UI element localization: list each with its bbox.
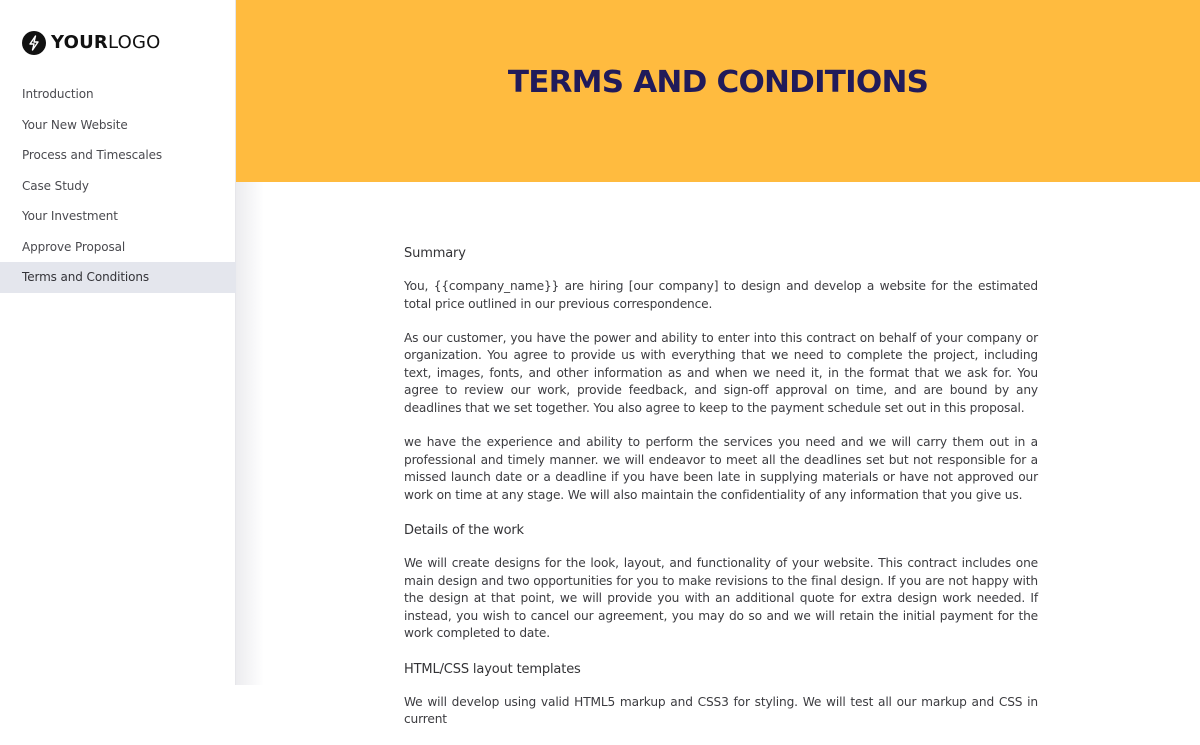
- sidebar-item-introduction[interactable]: Introduction: [22, 87, 94, 101]
- paragraph: You, {{company_name}} are hiring [our company] to design and develop a website for the estimated total price outlined in our previous correspondence.: [404, 279, 1038, 311]
- logo-text: YOURLOGO: [51, 32, 161, 53]
- terms-document: [404, 244, 1038, 745]
- section-heading-html-css-layout-templates: HTML/CSS layout templates: [404, 661, 581, 677]
- logo[interactable]: [22, 30, 160, 56]
- sidebar: [0, 0, 236, 685]
- sidebar-item-process-and-timescales[interactable]: Process and Timescales: [22, 148, 163, 162]
- paragraph: we have the experience and ability to perform the services you need and we will carry them out in a professional and timely manner. we will endeavor to meet all the deadlines set but not responsible for a missed launch date or a deadline if you have been late in supplying materials or have not approved our work on time at any stage. We will also maintain the confidentiality of any information that you give us.: [404, 435, 1038, 502]
- paragraph: We will develop using valid HTML5 markup and CSS3 for styling. We will test all our markup and CSS in current: [404, 694, 1038, 727]
- sidebar-item-approve-proposal[interactable]: Approve Proposal: [22, 239, 126, 254]
- sidebar-item-your-investment[interactable]: Your Investment: [22, 209, 118, 223]
- paragraph: As our customer, you have the power and ability to enter into this contract on behalf of your company or organization. You agree to provide us with everything that we need to complete the project, including text, images, fonts, and other information as and when we need it, in the format that we ask for. You agree to review our work, provide feedback, and sign-off approval on time, and are bound by any deadlines that we set together. You also agree to keep to the payment schedule set out in this proposal.: [404, 330, 1038, 416]
- page-title: TERMS AND CONDITIONS: [507, 64, 929, 100]
- main-content: [236, 0, 1200, 727]
- section-heading-summary: Summary: [404, 246, 466, 261]
- sidebar-item-your-new-website[interactable]: Your New Website: [22, 117, 128, 132]
- sidebar-item-terms-and-conditions[interactable]: Terms and Conditions: [0, 262, 236, 293]
- sidebar-item-case-study[interactable]: Case Study: [22, 178, 89, 193]
- lightning-bolt-icon: [22, 31, 46, 55]
- section-heading-details-of-the-work: Details of the work: [404, 523, 524, 539]
- paragraph: We will create designs for the look, layout, and functionality of your website. This contract includes one main design and two opportunities for you to make revisions to the final design. If you are not happy with the design at that point, we will provide you with an additional quote for extra design work needed. If instead, you wish to cancel our agreement, you may do so and we will retain the initial payment for the work completed to date.: [404, 556, 1038, 641]
- sidebar-nav: [0, 79, 236, 293]
- hero-banner: [236, 0, 1200, 182]
